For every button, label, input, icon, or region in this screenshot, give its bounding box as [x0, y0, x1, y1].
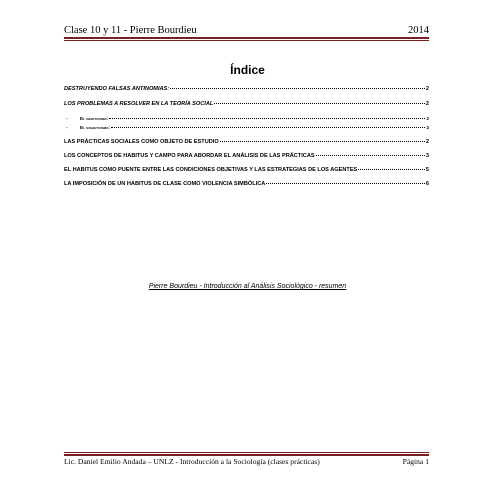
page-header: [64, 20, 429, 36]
toc-entry-imposicion[interactable]: [64, 179, 429, 188]
toc-entry-problemas[interactable]: [64, 99, 429, 108]
header-rule-thin: [64, 40, 429, 41]
toc-entry-practicas[interactable]: [64, 137, 429, 146]
page-footer: [64, 457, 429, 466]
toc-leader-dots: [266, 178, 425, 184]
toc-leader-dots: [220, 136, 425, 142]
document-subtitle: Pierre Bourdieu - Introducción al Análisis Sociológico - resumen: [148, 283, 347, 290]
toc-entry-destruyendo[interactable]: [64, 84, 429, 93]
toc-entry-subjetivismo[interactable]: [64, 123, 429, 131]
toc-leader-dots: [109, 113, 425, 119]
toc-entry-label: LOS PROBLEMAS A RESOLVER EN LA TEORÍA SOCIAL: [64, 101, 214, 107]
toc-entry-page: 2: [426, 125, 429, 130]
toc-bullet: -: [66, 125, 68, 130]
toc-entry-page: 3: [425, 153, 429, 159]
toc-entry-page: 6: [425, 181, 429, 187]
toc-leader-dots: [170, 83, 425, 89]
header-title: Clase 10 y 11 - Pierre Bourdieu: [64, 25, 197, 36]
toc-entry-label: LAS PRÁCTICAS SOCIALES COMO OBJETO DE ESTUDIO: [64, 139, 219, 145]
toc-entry-page: 2: [426, 116, 429, 121]
toc-entry-conceptos[interactable]: [64, 151, 429, 160]
toc-entry-page: 2: [425, 101, 429, 107]
toc-entry-label: EL HABITUS COMO PUENTE ENTRE LAS CONDICIONES OBJETIVAS Y LAS ESTRATEGIAS DE LOS AGENTES: [64, 167, 358, 173]
toc-entry-label: El subjetivismo:: [80, 125, 111, 130]
header-rule: [64, 37, 429, 39]
toc-leader-dots: [358, 164, 425, 170]
toc-leader-dots: [214, 98, 425, 104]
header-year: 2014: [408, 25, 429, 36]
toc-entry-label: LOS CONCEPTOS DE HABITUS Y CAMPO PARA ABORDAR EL ANÁLISIS DE LAS PRÁCTICAS: [64, 153, 315, 159]
toc-entry-label: El objetivismo:: [80, 116, 109, 121]
toc-entry-page: 2: [425, 139, 429, 145]
toc-leader-dots: [316, 150, 425, 156]
toc-entry-habitus-puente[interactable]: [64, 165, 429, 174]
footer-rule-thin: [64, 452, 429, 453]
toc-entry-page: 5: [425, 167, 429, 173]
toc-entry-page: 2: [425, 86, 429, 92]
toc-entry-label: LA IMPOSICIÓN DE UN HABITUS DE CLASE COMO VIOLENCIA SIMBÓLICA: [64, 181, 266, 187]
toc-bullet: -: [66, 116, 68, 121]
footer-author: Lic. Daniel Emilio Andada – UNLZ - Introducción a la Sociología (clases prácticas): [64, 457, 320, 466]
footer-rule: [64, 454, 429, 456]
toc-entry-objetivismo[interactable]: [64, 114, 429, 122]
toc-entry-label: DESTRUYENDO FALSAS ANTINOMIAS:: [64, 86, 170, 92]
toc-leader-dots: [111, 122, 425, 128]
table-of-contents: [64, 84, 429, 188]
toc-title: Índice: [230, 63, 265, 77]
footer-page-number: Página 1: [402, 457, 429, 466]
